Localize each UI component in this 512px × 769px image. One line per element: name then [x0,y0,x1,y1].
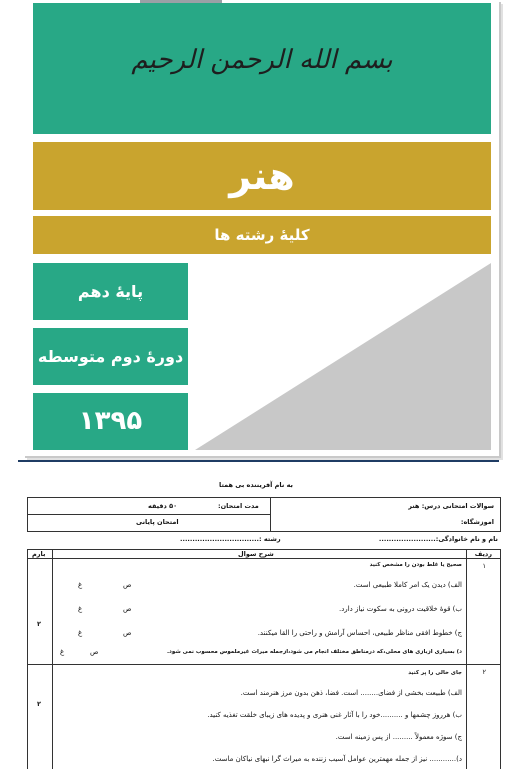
period-tile [33,328,188,385]
questions-table [27,549,501,769]
column-divider [52,550,53,769]
true-option[interactable]: ص [123,605,132,613]
question-item: ج) سوژه معمولاً ......... از پس زمینه است. [335,733,462,741]
question-score: ۲ [37,700,41,708]
column-divider [466,550,467,769]
false-option[interactable]: غ [78,605,83,613]
subject-title: هنر [229,154,295,198]
false-option[interactable]: غ [78,581,83,589]
header-divider [270,498,271,531]
column-header-row: ردیف [474,550,492,558]
gray-triangle-graphic [195,263,491,450]
question-item: الف) دیدن یک امر کاملا طبیعی است. [353,581,462,589]
subject-banner [33,142,491,210]
questions-label: سوالات امتحانی درس: هنر [408,502,494,510]
duration-value: ۵۰ دقیقه [148,502,178,510]
exam-type: امتحان پایانی [136,518,179,526]
row-divider [28,664,500,665]
column-header-score: بارم [32,550,46,558]
question-item: الف) طبیعت بخشی از فضای........ است. فضا، ذهن بدون مرز هنرمند است. [240,689,462,697]
fields-banner [33,216,491,254]
question-item: ب) قوهٔ خلاقیت درونی به سکوت نیاز دارد. [338,605,462,613]
period-label: دورهٔ دوم متوسطه [37,347,184,366]
question-item: د) بسیاری ازبازی های محلی،که درمناطق مختلف انجام می شود،ازجمله میراث غیرملموس محسوب نمی شود. [166,649,462,655]
false-option[interactable]: غ [78,629,83,637]
school-label: اموزشگاه: [460,518,494,526]
calligraphy-banner [33,3,491,134]
false-option[interactable]: غ [60,648,65,656]
exam-invocation: به نام آفریننده بی همتا [219,481,293,489]
row-divider [28,558,500,559]
student-name-field: نام و نام خانوادگی:....................... [378,535,498,543]
year-label: ۱۳۹۵ [78,406,143,436]
true-option[interactable]: ص [123,581,132,589]
question-number: ۱ [482,562,486,570]
fields-label: کلیهٔ رشته ها [214,226,310,244]
question-item: د)............ نیز از جمله مهمترین عوامل آسیب زننده به میراث گرا نبهای نیاکان ماست. [212,755,462,763]
field-of-study-field: رشته :................................ [180,535,281,543]
question-instruction: صحیح یا غلط بودن را مشخص کنید [369,562,462,568]
section-divider [18,460,499,462]
question-item: ب) هرروز چشمها و ..........خود را با آثار غنی هنری و پدیده های زیبای خلقت تغذیه کنید. [207,711,462,719]
column-header-description: شرح سوال [238,550,274,558]
duration-label: مدت امتحان: [218,502,259,510]
question-item: ج) خطوط افقی مناظر طبیعی، احساس آرامش و راحتی را القا میکنند. [257,629,462,637]
question-instruction: جای خالی را پر کنید [408,670,462,676]
question-score: ۲ [37,620,41,628]
exam-header-table [27,497,501,532]
header-divider [28,514,270,515]
question-number: ۲ [482,668,486,676]
true-option[interactable]: ص [90,648,99,656]
true-option[interactable]: ص [123,629,132,637]
calligraphy-text: بسم الله الرحمن الرحيم [131,45,393,75]
grade-tile [33,263,188,320]
year-tile [33,393,188,450]
grade-label: پایهٔ دهم [77,282,144,301]
